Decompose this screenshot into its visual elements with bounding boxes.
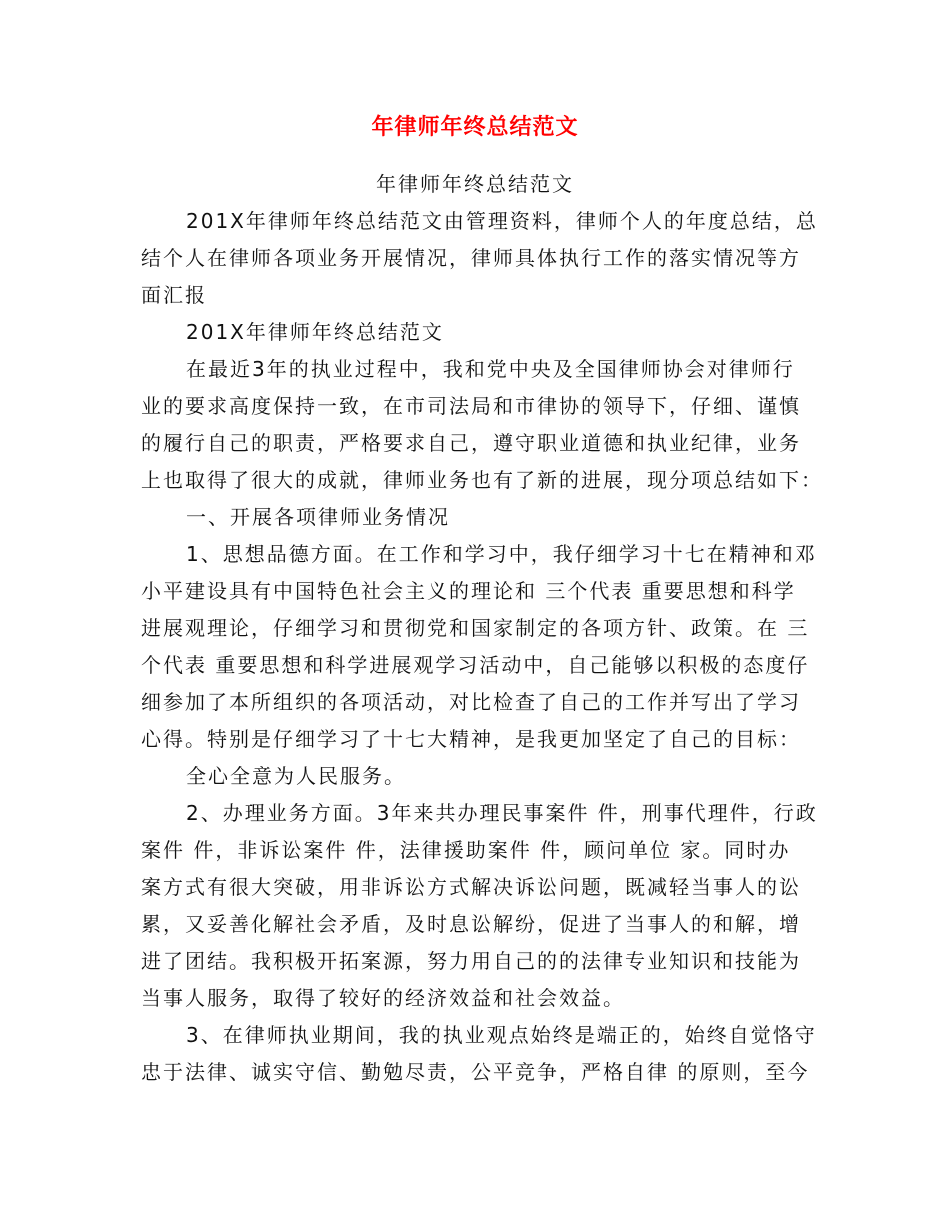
- paragraph-line: 在最近3年的执业过程中，我和党中央及全国律师协会对律师行: [186, 357, 795, 381]
- paragraph-line: 结个人在律师各项业务开展情况，律师具体执行工作的落实情况等方: [141, 246, 801, 270]
- paragraph-line: 案件 件，非诉讼案件 件，法律援助案件 件，顾问单位 家。同时办: [141, 838, 791, 862]
- paragraph-line: 个代表 重要思想和科学进展观学习活动中，自己能够以积极的态度仔: [141, 653, 810, 677]
- paragraph-line: 的履行自己的职责，严格要求自己，遵守职业道德和执业纪律，业务: [141, 431, 801, 455]
- paragraph-line: 201X年律师年终总结范文由管理资料，律师个人的年度总结，总: [186, 209, 818, 233]
- paragraph-line: 当事人服务，取得了较好的经济效益和社会效益。: [141, 986, 625, 1010]
- paragraph-line: 业的要求高度保持一致，在市司法局和市律协的领导下，仔细、谨慎: [141, 394, 801, 418]
- paragraph-line: 进了团结。我积极开拓案源，努力用自己的的法律专业知识和技能为: [141, 949, 801, 973]
- paragraph-line: 进展观理论，仔细学习和贯彻党和国家制定的各项方针、政策。在 三: [141, 616, 810, 640]
- paragraph-line: 累，又妥善化解社会矛盾，及时息讼解纷，促进了当事人的和解，增: [141, 912, 801, 936]
- section-heading-line: 201X年律师年终总结范文: [186, 320, 444, 344]
- section-heading-line: 一、开展各项律师业务情况: [186, 505, 450, 529]
- subtitle-line: 年律师年终总结范文: [376, 172, 574, 196]
- paragraph-line: 3、在律师执业期间，我的执业观点始终是端正的，始终自觉恪守: [186, 1023, 817, 1047]
- paragraph-line: 心得。特别是仔细学习了十七大精神，是我更加坚定了自己的目标：: [141, 727, 801, 751]
- paragraph-line: 案方式有很大突破，用非诉讼方式解决诉讼问题，既减轻当事人的讼: [141, 875, 801, 899]
- paragraph-line: 小平建设具有中国特色社会主义的理论和 三个代表 重要思想和科学: [141, 579, 796, 603]
- paragraph-line: 上也取得了很大的成就，律师业务也有了新的进展，现分项总结如下：: [141, 468, 823, 492]
- document-title: 年律师年终总结范文: [371, 115, 579, 140]
- paragraph-line: 1、思想品德方面。在工作和学习中，我仔细学习十七在精神和邓: [186, 542, 817, 566]
- paragraph-line: 全心全意为人民服务。: [186, 764, 406, 788]
- paragraph-line: 面汇报: [141, 283, 207, 307]
- paragraph-line: 细参加了本所组织的各项活动，对比检查了自己的工作并写出了学习: [141, 690, 801, 714]
- paragraph-line: 忠于法律、诚实守信、勤勉尽责，公平竞争，严格自律 的原则，至今: [141, 1060, 810, 1084]
- paragraph-line: 2、办理业务方面。3年来共办理民事案件 件，刑事代理件，行政: [186, 801, 818, 825]
